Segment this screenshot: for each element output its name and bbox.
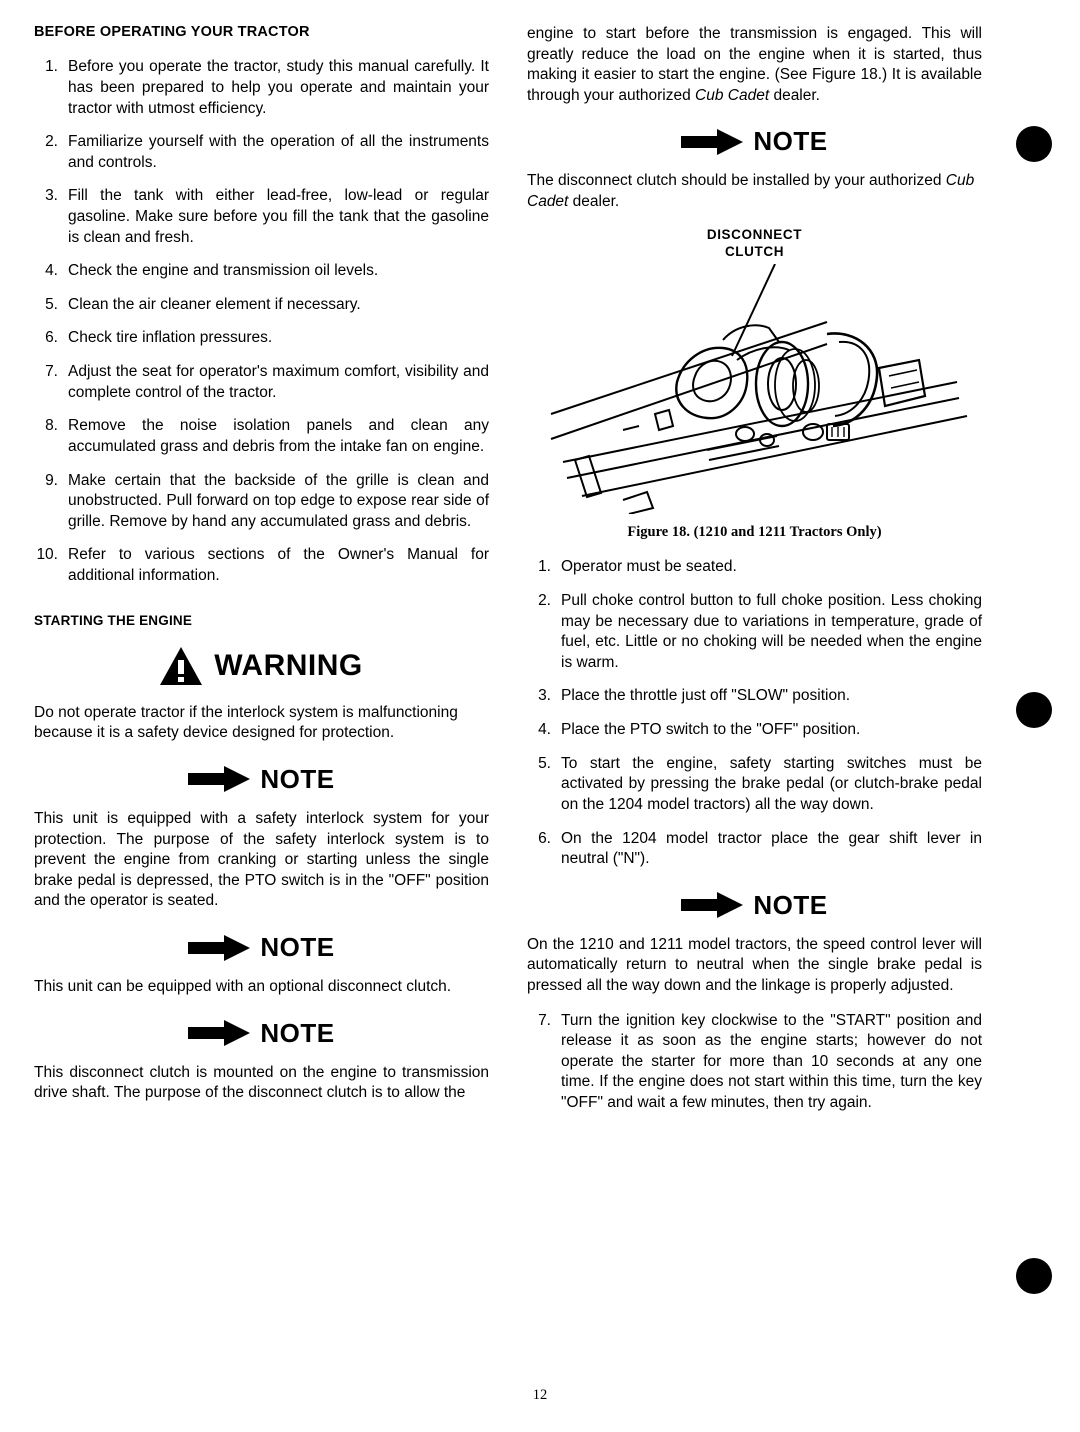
list-item-text: Make certain that the backside of the grille is clean and unobstructed. Pull forward on top edge to expose rear side of grille. Remove by hand any accumulated grass and debris. xyxy=(68,471,489,530)
list-item xyxy=(527,1011,982,1114)
note-text-part2: dealer. xyxy=(568,193,620,211)
continued-italic-brand: Cub Cadet xyxy=(695,86,770,104)
figure-label-line2: CLUTCH xyxy=(724,243,785,259)
figure-caption: Figure 18. (1210 and 1211 Tractors Only) xyxy=(627,524,882,541)
warning-triangle-icon xyxy=(160,647,202,685)
note-text xyxy=(527,171,982,212)
arrow-right-icon xyxy=(681,892,743,918)
note-text-part1: The disconnect clutch should be installed by your authorized xyxy=(527,172,946,190)
section-heading-before-operating: BEFORE OPERATING YOUR TRACTOR xyxy=(34,24,310,40)
punch-hole-middle xyxy=(1016,692,1052,728)
figure-disconnect-clutch xyxy=(527,264,982,514)
list-item xyxy=(34,416,489,457)
disconnect-clutch-illustration xyxy=(527,264,982,514)
note-header xyxy=(34,1018,489,1049)
note-text: This disconnect clutch is mounted on the engine to transmission drive shaft. The purpose of the disconnect clutch is to allow the xyxy=(34,1063,489,1102)
list-item-number: 2. xyxy=(538,592,551,610)
list-item-text: On the 1204 model tractor place the gear shift lever in neutral ("N"). xyxy=(561,829,982,868)
list-item-text: Place the throttle just off "SLOW" position. xyxy=(561,687,850,705)
list-item-number: 3. xyxy=(45,187,58,205)
list-item-text: Before you operate the tractor, study this manual carefully. It has been prepared to help you operate and maintain your tractor with utmost efficiency. xyxy=(68,58,489,117)
arrow-right-icon xyxy=(188,766,250,792)
section-heading-starting-engine: STARTING THE ENGINE xyxy=(34,612,193,628)
list-item-number: 5. xyxy=(538,754,551,772)
two-column-layout xyxy=(34,24,1020,1127)
note-block-optional-clutch xyxy=(34,932,489,998)
note-block-speed-control xyxy=(527,890,982,997)
list-item xyxy=(34,295,489,316)
list-item-text: Place the PTO switch to the "OFF" position. xyxy=(561,721,861,739)
note-header xyxy=(527,890,982,921)
warning-label: WARNING xyxy=(214,648,363,682)
list-item xyxy=(34,362,489,403)
note-header xyxy=(527,126,982,157)
figure-label-line1: DISCONNECT xyxy=(706,226,803,242)
list-item-text: Turn the ignition key clockwise to the "START" position and release it as soon as the engine starts; however do not operate the starter for more than 10 seconds at any one time. If the engine does not start within this time, turn the key "OFF" and wait a few minutes, then try again. xyxy=(561,1011,982,1111)
list-item xyxy=(34,261,489,282)
page-number: 12 xyxy=(532,1387,548,1403)
list-item-text: Check the engine and transmission oil levels. xyxy=(68,262,379,280)
before-operating-list xyxy=(34,57,489,586)
list-item-number: 2. xyxy=(45,133,58,151)
continued-text-part2: dealer. xyxy=(769,86,820,104)
list-item-number: 5. xyxy=(45,295,58,313)
arrow-right-icon xyxy=(188,1020,250,1046)
list-item xyxy=(34,545,489,586)
list-item-text: Familiarize yourself with the operation of all the instruments and controls. xyxy=(68,133,489,171)
note-header xyxy=(34,764,489,795)
note-label: NOTE xyxy=(753,126,828,157)
list-item-number: 4. xyxy=(538,721,551,739)
arrow-right-icon xyxy=(188,935,250,961)
list-item-text: Refer to various sections of the Owner's Manual for additional information. xyxy=(68,546,489,584)
note-label: NOTE xyxy=(753,889,828,920)
list-item-text: To start the engine, safety starting switches must be activated by pressing the brake pedal (or clutch-brake pedal on the 1204 model tractors) all the way down. xyxy=(561,754,982,813)
list-item-number: 6. xyxy=(538,829,551,847)
figure-label xyxy=(527,227,982,261)
list-item xyxy=(34,328,489,349)
continued-paragraph xyxy=(527,24,982,106)
list-item-number: 4. xyxy=(45,262,58,280)
list-item-number: 10. xyxy=(36,546,58,564)
list-item xyxy=(527,686,982,707)
right-column xyxy=(527,24,982,1127)
list-item-number: 3. xyxy=(538,687,551,705)
list-item xyxy=(34,57,489,119)
list-item-number: 6. xyxy=(45,329,58,347)
note-block-interlock xyxy=(34,764,489,912)
list-item xyxy=(527,557,982,578)
list-item xyxy=(527,591,982,673)
list-item-number: 1. xyxy=(538,558,551,576)
list-item-text: Clean the air cleaner element if necessary. xyxy=(68,295,361,313)
note-label: NOTE xyxy=(260,763,335,794)
list-item-text: Remove the noise isolation panels and clean any accumulated grass and debris from the intake fan on engine. xyxy=(68,417,489,455)
list-item xyxy=(527,829,982,870)
list-item-text: Pull choke control button to full choke position. Less choking may be necessary due to variations in temperature, grade of fuel, etc. Little or no choking will be needed when the engine is warm. xyxy=(561,592,982,671)
punch-hole-top xyxy=(1016,126,1052,162)
list-item-text: Adjust the seat for operator's maximum comfort, visibility and complete control of the tractor. xyxy=(68,363,489,401)
continued-text-part1: engine to start before the transmission is engaged. This will greatly reduce the load on the engine when it is started, thus making it easier to start the engine. (See Figure 18.) It is available through your authorized xyxy=(527,25,982,104)
note-text: On the 1210 and 1211 model tractors, the speed control lever will automatically return to neutral when the single brake pedal is pressed all the way down and the linkage is properly adjusted. xyxy=(527,935,982,994)
arrow-right-icon xyxy=(681,129,743,155)
note-label: NOTE xyxy=(260,1017,335,1048)
note-italic-brand: Cub Cadet xyxy=(527,172,975,211)
list-item-text: Check tire inflation pressures. xyxy=(68,329,273,347)
list-item-text: Operator must be seated. xyxy=(561,558,737,576)
warning-text: Do not operate tractor if the interlock system is malfunctioning because it is a safety device designed for protection. xyxy=(34,703,458,742)
punch-hole-bottom xyxy=(1016,1258,1052,1294)
list-item-number: 8. xyxy=(45,417,58,435)
note-block-installation xyxy=(527,126,982,212)
list-item xyxy=(34,471,489,533)
starting-procedure-list xyxy=(527,557,982,869)
list-item-number: 1. xyxy=(45,58,58,76)
note-text: This unit can be equipped with an optional disconnect clutch. xyxy=(34,978,452,996)
list-item-number: 9. xyxy=(45,471,58,489)
list-item xyxy=(527,720,982,741)
left-column xyxy=(34,24,489,1118)
list-item xyxy=(527,754,982,816)
note-label: NOTE xyxy=(260,932,335,963)
note-block-clutch-mounting xyxy=(34,1018,489,1104)
list-item xyxy=(34,186,489,248)
list-item-number: 7. xyxy=(538,1011,551,1029)
list-item-number: 7. xyxy=(45,363,58,381)
note-text: This unit is equipped with a safety interlock system for your protection. The purpose of the safety interlock system is to prevent the engine from cranking or starting unless the single brake pedal is depressed, the PTO switch is in the "OFF" position and the operator is seated. xyxy=(34,809,489,910)
list-item-text: Fill the tank with either lead-free, low-lead or regular gasoline. Make sure before you fill the tank that the gasoline is clean and fresh. xyxy=(68,187,489,246)
starting-procedure-list-continued xyxy=(527,1011,982,1114)
list-item xyxy=(34,132,489,173)
note-header xyxy=(34,932,489,963)
warning-header xyxy=(34,647,489,685)
